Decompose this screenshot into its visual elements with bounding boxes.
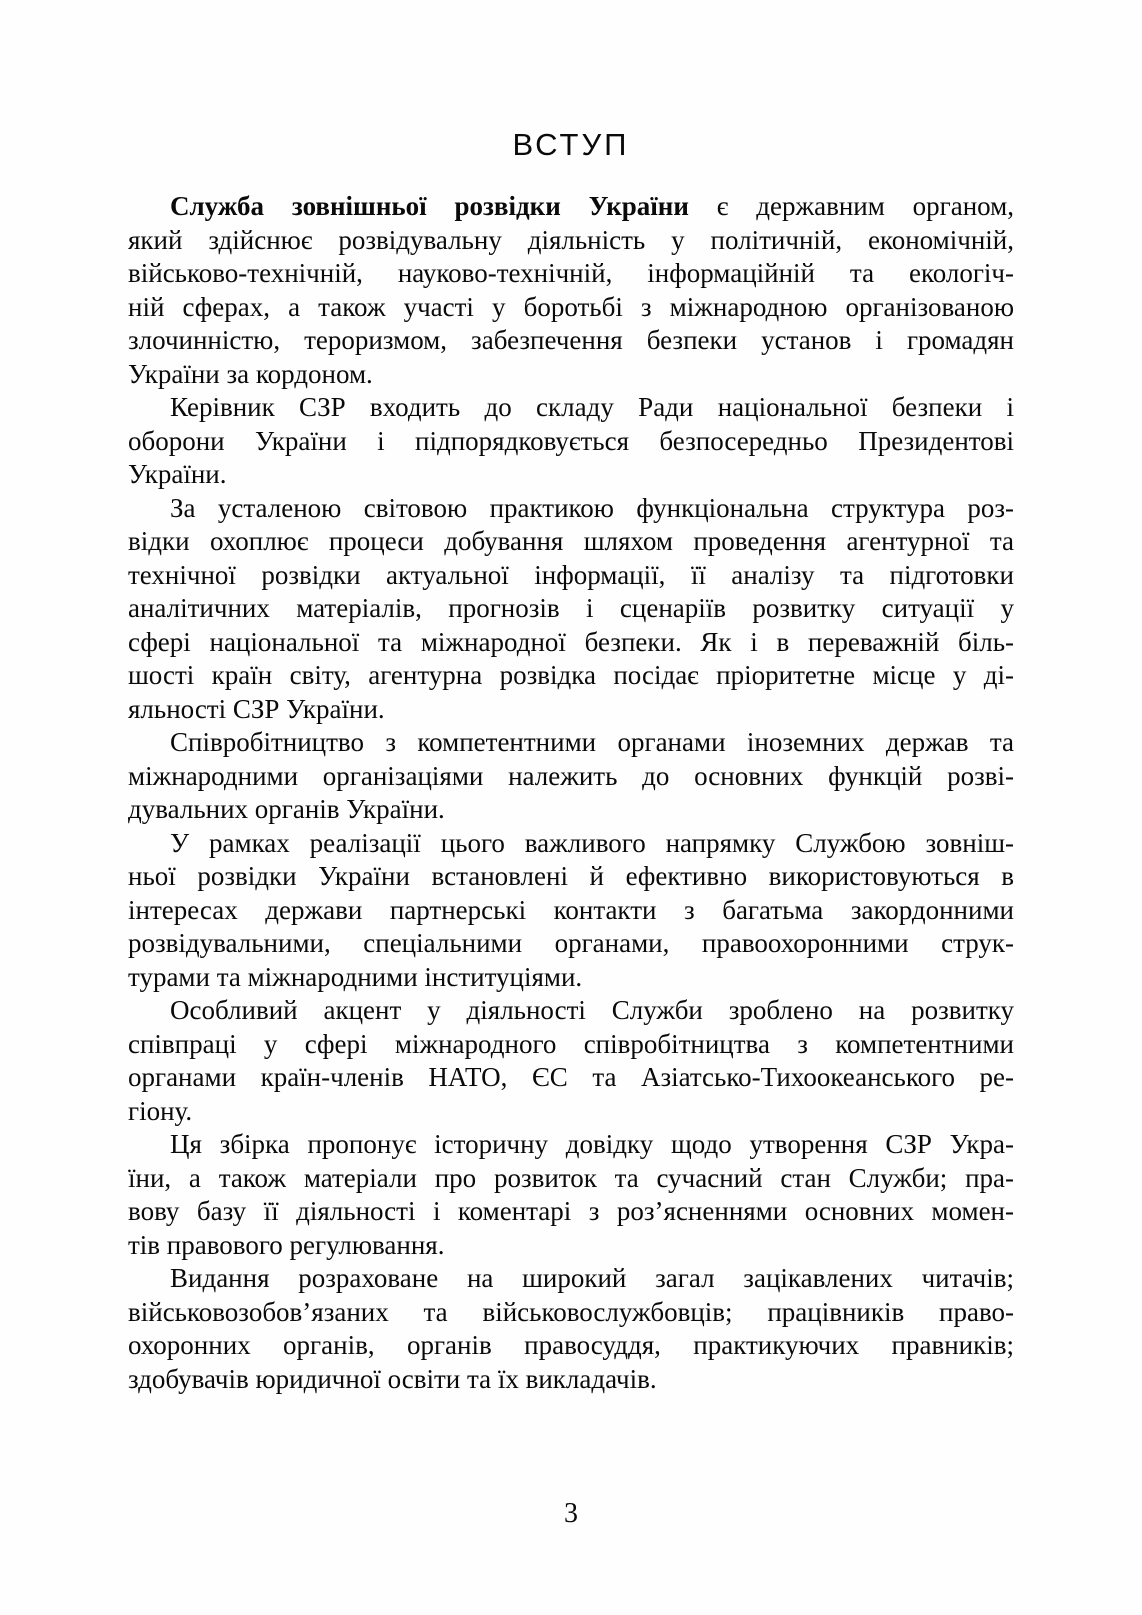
text-line: їни, а також матеріали про розвиток та сучасний стан Служби; пра- (128, 1162, 1014, 1193)
text-line: аналітичних матеріалів, прогнозів і сценаріїв розвитку ситуації у (128, 593, 1014, 623)
text-line: У рамках реалізації цього важливого напрямку Службою зовніш- (170, 827, 1014, 858)
page-title: ВСТУП (512, 127, 630, 162)
text-line: України. (128, 459, 227, 489)
text-line: Ця збірка пропонує історичну довідку щодо утворення СЗР Укра- (170, 1129, 1014, 1159)
text-line: вову базу її діяльності і коментарі з роз’ясненнями основних момен- (128, 1196, 1014, 1226)
text-line: міжнародними організаціями належить до основних функцій розві- (128, 760, 1014, 791)
text-line: сфері національної та міжнародної безпеки. Як і в переважній біль- (128, 626, 1014, 657)
text-line: Співробітництво з компетентними органами іноземних держав та (170, 727, 1014, 757)
paragraph (128, 726, 1014, 827)
paragraph (128, 1262, 1014, 1396)
text-line: інтересах держави партнерські контакти з багатьма закордонними (128, 894, 1014, 925)
text-line: шості країн світу, агентурна розвідка посідає пріоритетне місце у ді- (128, 660, 1014, 690)
text-line: гіону. (128, 1095, 193, 1126)
text-line: здобувачів юридичної освіти та їх викладачів. (128, 1363, 657, 1394)
paragraph (128, 1128, 1014, 1262)
text-line: відки охоплює процеси добування шляхом проведення агентурної та (128, 526, 1014, 556)
text-line: ній сферах, а також участі у боротьбі з міжнародною організованою (128, 291, 1014, 322)
text-line: дувальних органів України. (128, 794, 445, 824)
text-line: співпраці у сфері міжнародного співробітництва з компетентними (128, 1028, 1014, 1059)
text-line: оборони України і підпорядковується безпосередньо Президентові (128, 425, 1014, 456)
text-line: Видання розраховане на широкий загал зацікавлених читачів; (170, 1263, 1014, 1293)
text-line: тів правового регулювання. (128, 1229, 445, 1260)
text-line: який здійснює розвідувальну діяльність у політичній, економічній, (128, 224, 1014, 255)
text-line: розвідувальними, спеціальними органами, правоохоронними струк- (128, 928, 1014, 958)
text-line: військово-технічній, науково-технічній, інформаційній та екологіч- (128, 258, 1014, 288)
paragraph (128, 190, 1014, 391)
text-line: військовозобов’язаних та військовослужбовців; працівників право- (128, 1296, 1014, 1327)
paragraph (128, 994, 1014, 1128)
text-line: Керівник СЗР входить до складу Ради національної безпеки і (170, 392, 1014, 422)
text-line: За усталеною світовою практикою функціональна структура роз- (170, 492, 1014, 523)
text-line: охоронних органів, органів правосуддя, практикуючих правників; (128, 1330, 1014, 1360)
page-number: 3 (564, 1498, 578, 1529)
bold-text: Служба зовнішньої розвідки України (170, 191, 689, 221)
text-segment: є державним органом, (688, 191, 1015, 221)
text-line: технічної розвідки актуальної інформації, її аналізу та підготовки (128, 559, 1014, 590)
text-line: України за кордоном. (128, 358, 373, 389)
document-body (128, 190, 1014, 1396)
text-line: злочинністю, тероризмом, забезпечення безпеки установ і громадян (128, 325, 1014, 355)
text-line: ньої розвідки України встановлені й ефективно використовуються в (128, 861, 1014, 891)
text-line: яльності СЗР України. (128, 693, 385, 724)
paragraph (128, 492, 1014, 727)
text-line: Особливий акцент у діяльності Служби зроблено на розвитку (170, 995, 1014, 1025)
text-line: органами країн-членів НАТО, ЄС та Азіатсько-Тихоокеанського ре- (128, 1062, 1014, 1092)
paragraph (128, 391, 1014, 492)
text-line: турами та міжнародними інституціями. (128, 961, 583, 992)
paragraph (128, 827, 1014, 995)
text-line (128, 190, 1014, 224)
